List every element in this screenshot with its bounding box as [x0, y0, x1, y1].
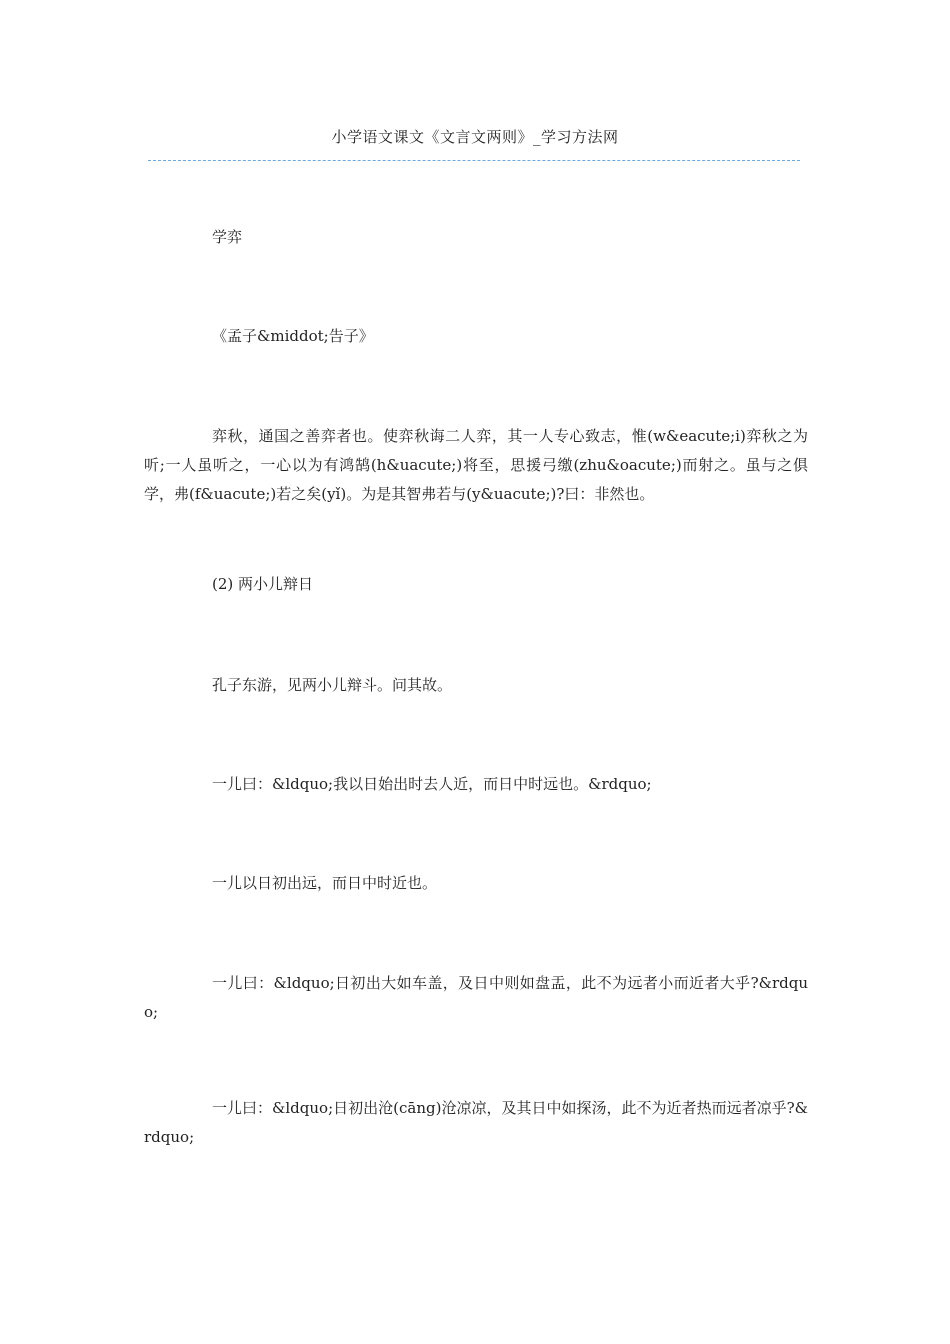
paragraph-source: 《孟子&middot;告子》 [212, 327, 374, 345]
paragraph-yiqiu: 弈秋，通国之善弈者也。使弈秋诲二人弈，其一人专心致志，惟(w&eacute;i)弈秋之为听;一人虽听之，一心以为有鸿鹄(h&uacute;)将至，思援弓缴(zhu&oacute;)而射之。虽与之俱学，弗(f&uacute;)若之矣(yǐ)。为是其智弗若与(y&uacute;)?曰：非然也。 [144, 427, 808, 503]
paragraph-dialogue-4: 一儿曰：&ldquo;日初出沧(cāng)沧凉凉，及其日中如探汤，此不为近者热而远者凉乎?&rdquo; [144, 1099, 808, 1146]
paragraph-dialogue-3: 一儿曰：&ldquo;日初出大如车盖，及日中则如盘盂，此不为远者小而近者大乎?&rdquo; [144, 974, 808, 1021]
paragraph-dialogue-2: 一儿以日初出远，而日中时近也。 [212, 874, 438, 892]
document-title: 小学语文课文《文言文两则》_学习方法网 [331, 128, 619, 146]
paragraph-heading-liangxiaoer: (2) 两小儿辩日 [212, 575, 314, 593]
paragraph-heading-xueyi: 学弈 [212, 228, 243, 246]
paragraph-kongzi: 孔子东游，见两小儿辩斗。问其故。 [212, 676, 453, 694]
paragraph-dialogue-1: 一儿曰：&ldquo;我以日始出时去人近，而日中时远也。&rdquo; [212, 775, 652, 793]
header-divider [148, 160, 800, 161]
